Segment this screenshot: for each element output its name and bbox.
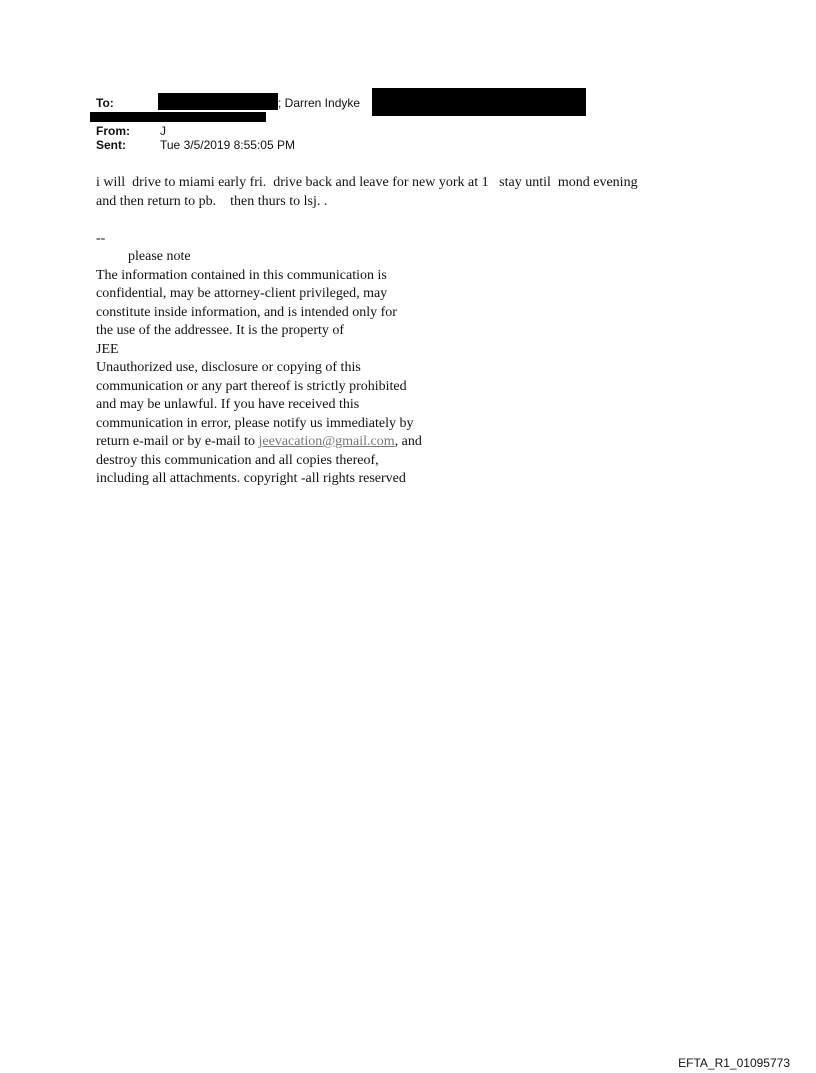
- email-header: [96, 96, 716, 152]
- disclaimer-line: including all attachments. copyright -all rights reserved: [96, 471, 406, 486]
- from-label: From:: [96, 124, 130, 138]
- disclaimer-line: JEE: [96, 341, 119, 357]
- disclaimer-email-line: [96, 433, 736, 452]
- disclaimer-line: destroy this communication and all copies thereof,: [96, 452, 379, 468]
- to-row-continued: [96, 110, 716, 124]
- disclaimer-line: The information contained in this communication is: [96, 267, 387, 283]
- from-value: J: [160, 124, 166, 138]
- message-line: and then return to pb. then thurs to lsj. .: [96, 193, 328, 209]
- disclaimer-line: and may be unlawful. If you have received this: [96, 397, 360, 412]
- disclaimer-line: confidential, may be attorney-client privileged, may: [96, 286, 388, 301]
- sent-label: Sent:: [96, 138, 126, 152]
- disclaimer-line: constitute inside information, and is intended only for: [96, 304, 397, 320]
- email-body: [96, 174, 736, 489]
- to-row: [96, 96, 716, 110]
- to-label: To:: [96, 96, 114, 110]
- disclaimer-line: communication or any part thereof is strictly prohibited: [96, 378, 407, 394]
- disclaimer-line: Unauthorized use, disclosure or copying of this: [96, 360, 361, 375]
- disclaimer-line: communication in error, please notify us immediately by: [96, 415, 414, 431]
- return-prefix: return e-mail or by e-mail to: [96, 434, 259, 449]
- from-row: [96, 124, 716, 138]
- message-line: i will drive to miami early fri. drive back and leave for new york at 1 stay until mond evening: [96, 175, 638, 190]
- signature-separator: --: [96, 230, 106, 246]
- return-suffix: , and: [394, 434, 422, 449]
- sent-row: [96, 138, 716, 152]
- redaction-bar: [90, 112, 266, 122]
- to-value: ; Darren Indyke: [278, 96, 361, 110]
- note-heading: please note: [128, 249, 191, 264]
- email-link[interactable]: jeevacation@gmail.com: [258, 434, 395, 449]
- redaction-bar: [158, 93, 278, 110]
- sent-value: Tue 3/5/2019 8:55:05 PM: [160, 138, 295, 152]
- disclaimer-line: the use of the addressee. It is the property of: [96, 323, 345, 338]
- document-id: EFTA_R1_01095773: [678, 1056, 790, 1070]
- blank-line: [96, 211, 736, 230]
